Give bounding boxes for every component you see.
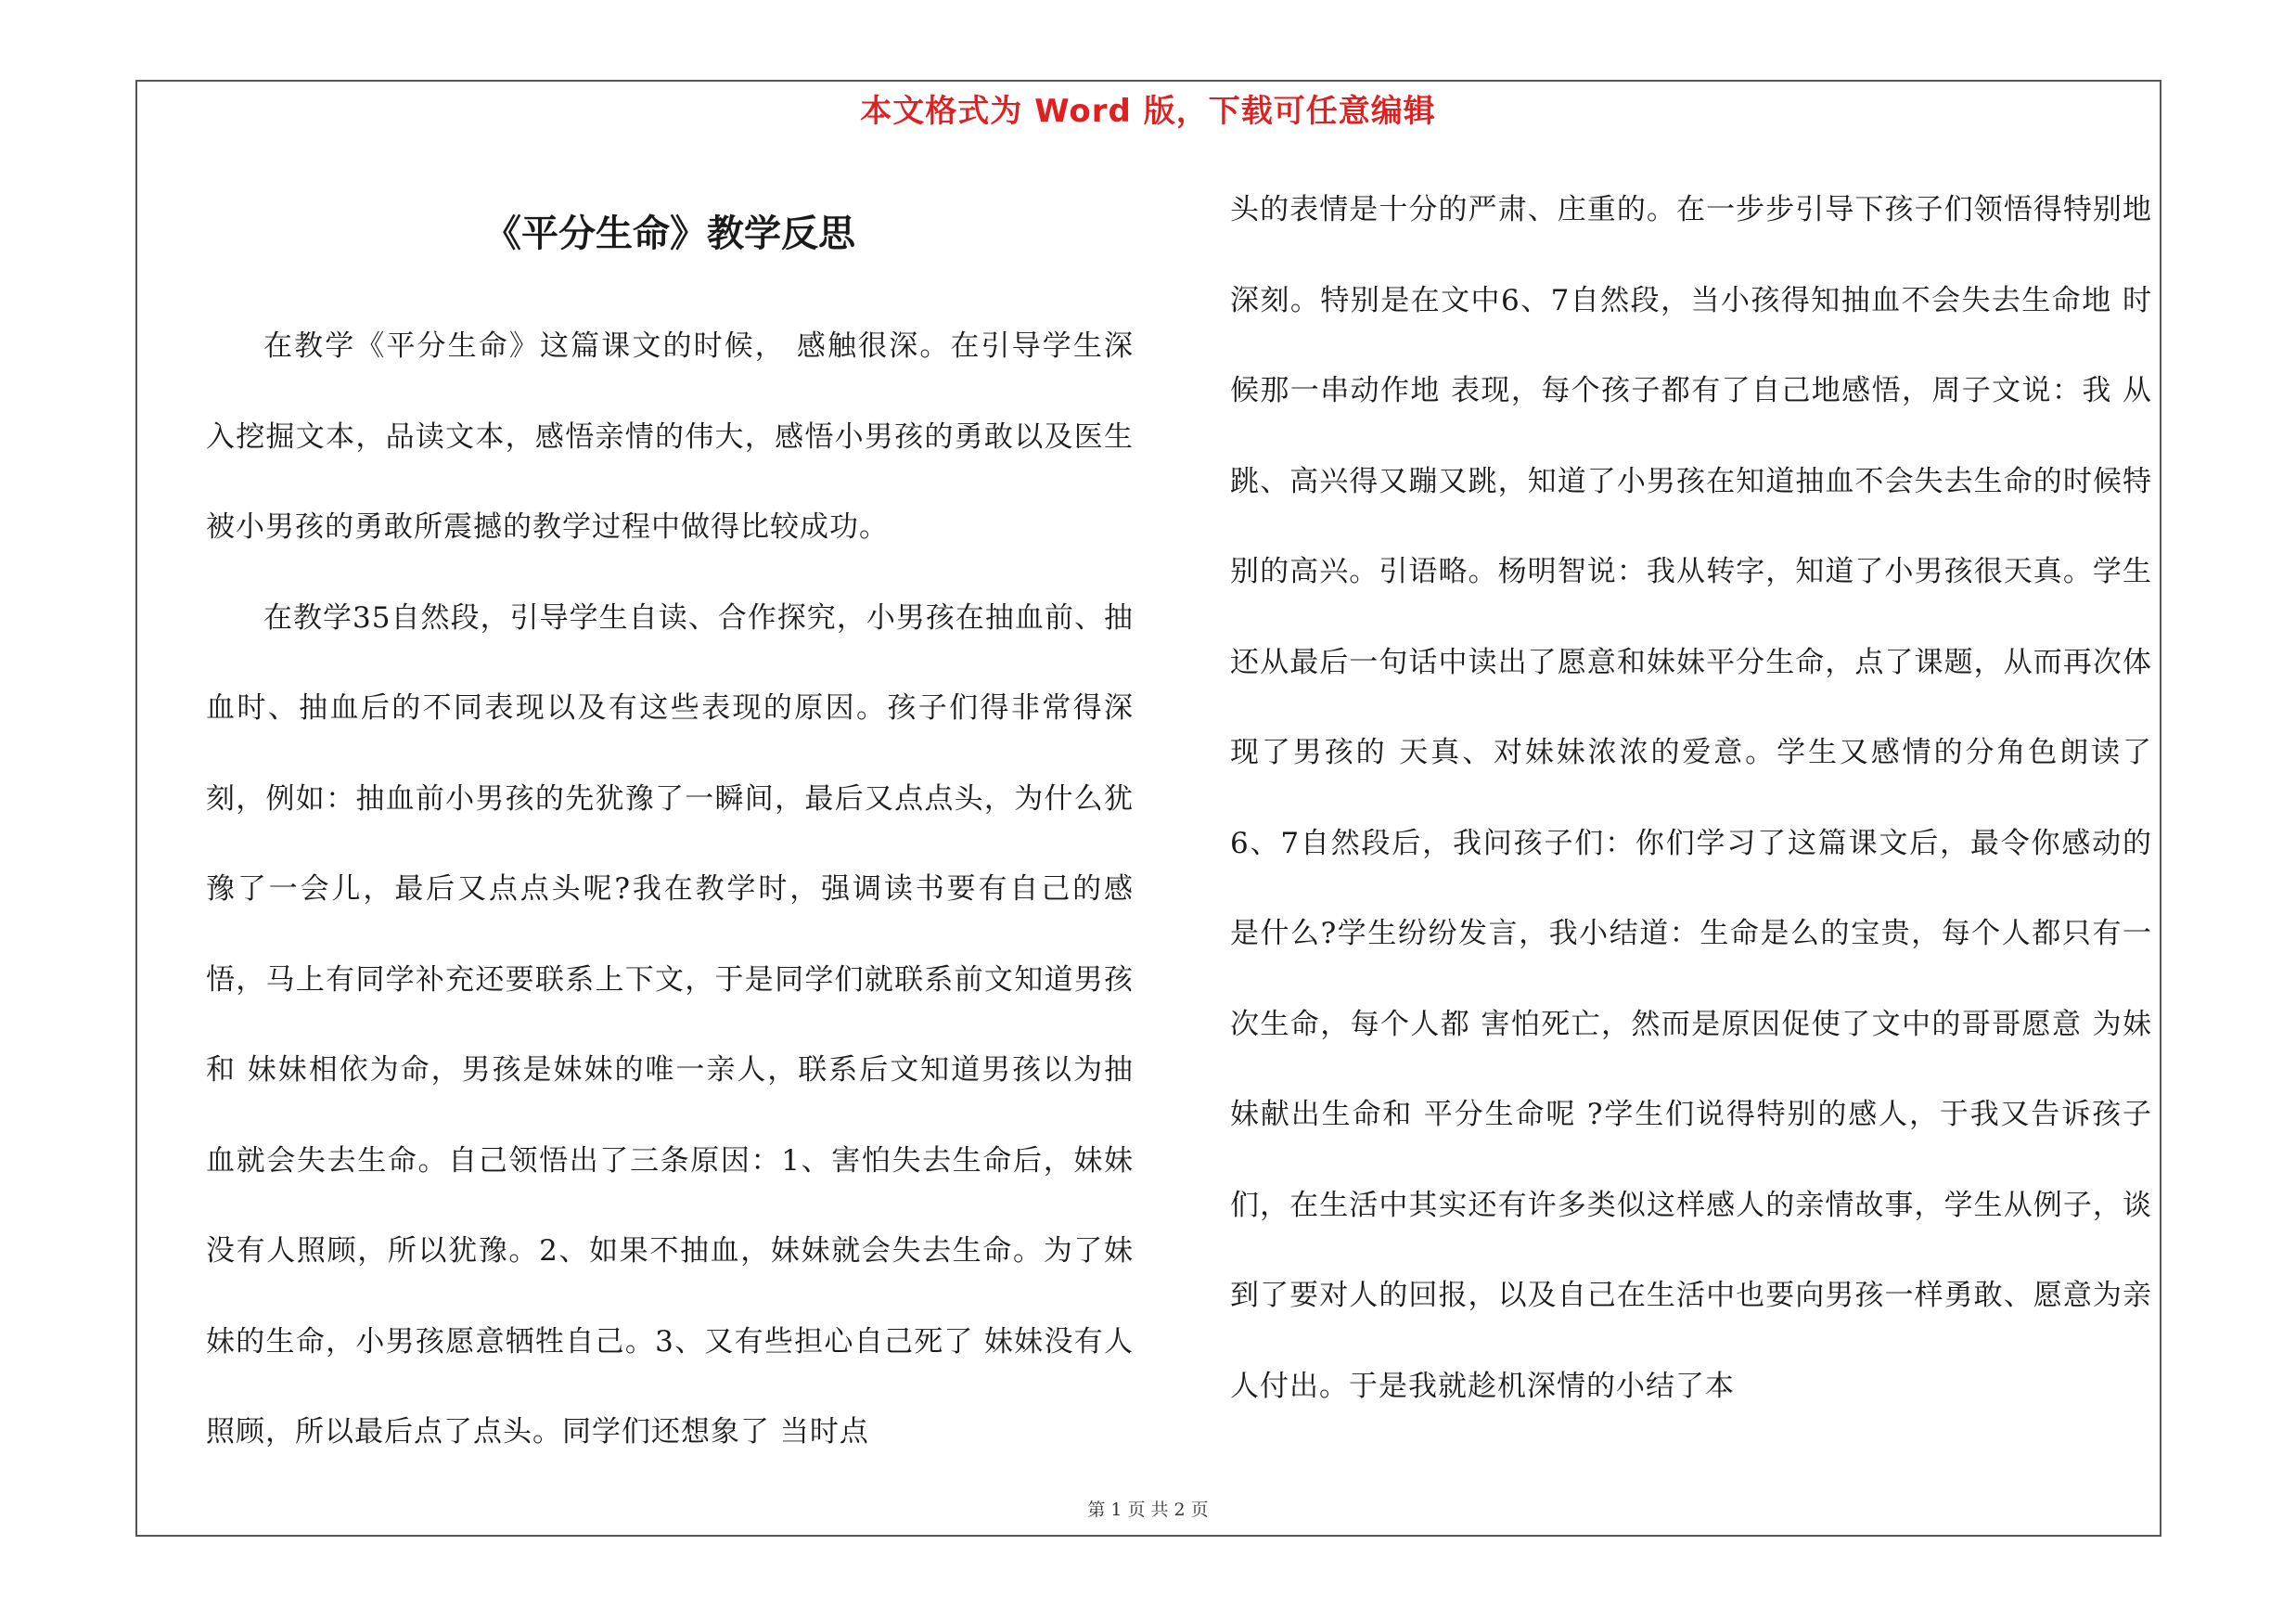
format-notice-banner: 本文格式为 Word 版，下载可任意编辑 <box>860 93 1436 130</box>
paragraph-2: 在教学35自然段，引导学生自读、合作探究，小男孩在抽血前、抽血时、抽血后的不同表现以及有这些表现的原因。孩子们得非常得深刻，例如：抽血前小男孩的先犹豫了一瞬间，最后又点点头，为什么犹豫了一会儿，最后又点点头呢?我在教学时，强调读书要有自己的感悟，马上有同学补充还要联系上下文，于是同学们就联系前文知道男孩和 妹妹相依为命，男孩是妹妹的唯一亲人，联系后文知道男孩以为抽血就会失去生命。自己领悟出了三条原因：1、害怕失去生命后，妹妹没有人照顾，所以犹豫。2、如果不抽血，妹妹就会失去生命。为了妹妹的生命，小男孩愿意牺牲自己。3、又有些担心自己死了 妹妹没有人照顾，所以最后点了点头。同学们还想象了 当时点 <box>206 600 1134 1449</box>
right-text-column <box>1230 165 2152 1464</box>
document-title: 《平分生命》教学反思 <box>484 213 855 255</box>
page-number-footer: 第 1 页 共 2 页 <box>1087 1500 1209 1520</box>
left-text-column <box>206 302 1134 1480</box>
paragraph-2-continued: 头的表情是十分的严肃、庄重的。在一步步引导下孩子们领悟得特别地 深刻。特别是在文中6、7自然段，当小孩得知抽血不会失去生命地 时候那一串动作地 表现，每个孩子都有了自己地感悟，周子文说：我 从跳、高兴得又蹦又跳，知道了小男孩在知道抽血不会失去生命的时候特别的高兴。引语略。杨明智说：我从转字，知道了小男孩很天真。学生还从最后一句话中读出了愿意和妹妹平分生命，点了课题，从而再次体现了男孩的 天真、对妹妹浓浓的爱意。学生又感情的分角色朗读了 6、7自然段后，我问孩子们：你们学习了这篇课文后，最令你感动的是什么?学生纷纷发言，我小结道：生命是么的宝贵，每个人都只有一次生命，每个人都 害怕死亡，然而是原因促使了文中的哥哥愿意 为妹妹献出生命和 平分生命呢 ?学生们说得特别的感人，于我又告诉孩子们，在生活中其实还有许多类似这样感人的亲情故事，学生从例子，谈到了要对人的回报，以及自己在生活中也要向男孩一样勇敢、愿意为亲人付出。于是我就趁机深情的小结了本 <box>1230 193 2152 1403</box>
paragraph-1: 在教学《平分生命》这篇课文的时候， 感触很深。在引导学生深入挖掘文本，品读文本，感悟亲情的伟大，感悟小男孩的勇敢以及医生被小男孩的勇敢所震撼的教学过程中做得比较成功。 <box>206 329 1134 544</box>
